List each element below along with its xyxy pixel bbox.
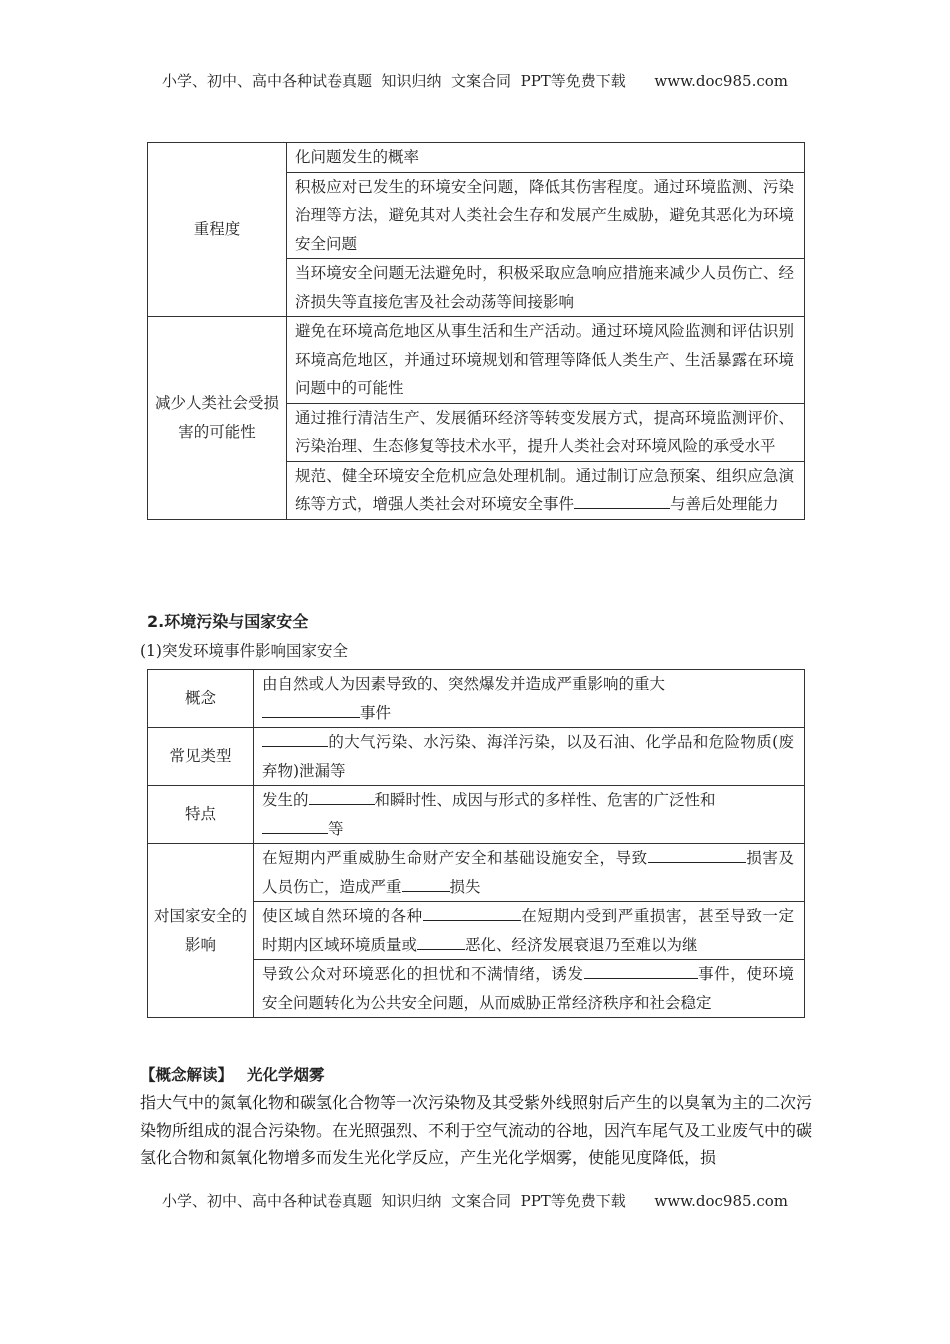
table-cell: 由自然或人为因素导致的、突然爆发并造成严重影响的重大 事件 (254, 670, 805, 728)
table-cell: 积极应对已发生的环境安全问题，降低其伤害程度。通过环境监测、污染治理等方法，避免其对人类社会生存和发展产生威胁，避免其恶化为环境安全问题 (287, 172, 805, 259)
row-label: 重程度 (148, 143, 287, 317)
row-label: 对国家安全的影响 (148, 844, 254, 1018)
table-row (148, 670, 805, 728)
row-label: 概念 (148, 670, 254, 728)
fill-blank (584, 963, 698, 979)
page-header: 小学、初中、高中各种试卷真题 知识归纳 文案合同 PPT等免费下载 www.doc985.com (161, 72, 788, 90)
table-cell: 在短期内严重威胁生命财产安全和基础设施安全，导致 损害及人员伤亡，造成严重 损失 (254, 844, 805, 902)
section-title: 2.环境污染与国家安全 (147, 612, 309, 631)
table-cell: 的大气污染、水污染、海洋污染，以及石油、化学品和危险物质(废弃物)泄漏等 (254, 728, 805, 786)
row-label: 常见类型 (148, 728, 254, 786)
table-cell: 规范、健全环境安全危机应急处理机制。通过制订应急预案、组织应急演练等方式，增强人类社会对环境安全事件 与善后处理能力 (287, 461, 805, 519)
table-cell: 避免在环境高危地区从事生活和生产活动。通过环境风险监测和评估识别环境高危地区，并通过环境规划和管理等降低人类生产、生活暴露在环境问题中的可能性 (287, 317, 805, 404)
concept-body: 指大气中的氮氧化物和碳氢化合物等一次污染物及其受紫外线照射后产生的以臭氧为主的二次污染物所组成的混合污染物。在光照强烈、不利于空气流动的谷地，因汽车尾气及工业废气中的碳氢化合物和氮氧化物增多而发生光化学反应，产生光化学烟雾，使能见度降低，损 (140, 1093, 813, 1167)
fill-blank (417, 934, 465, 950)
fill-blank (648, 847, 746, 863)
page-footer: 小学、初中、高中各种试卷真题 知识归纳 文案合同 PPT等免费下载 www.doc985.com (161, 1192, 788, 1210)
fill-blank (262, 818, 328, 834)
fill-blank (574, 493, 670, 509)
table-row (148, 143, 805, 173)
table-cell: 导致公众对环境恶化的担忧和不满情绪，诱发 事件，使环境安全问题转化为公共安全问题，从而威胁正常经济秩序和社会稳定 (254, 960, 805, 1018)
fill-blank (402, 876, 450, 892)
table-row (148, 844, 805, 902)
row-label: 减少人类社会受损害的可能性 (148, 317, 287, 520)
concept-title: 光化学烟雾 (247, 1066, 325, 1084)
concept-tag: 【概念解读】 (140, 1066, 234, 1084)
fill-blank (309, 789, 375, 805)
fill-blank (262, 702, 360, 718)
table-cell: 当环境安全问题无法避免时，积极采取应急响应措施来减少人员伤亡、经济损失等直接危害及社会动荡等间接影响 (287, 259, 805, 317)
fill-blank (262, 731, 328, 747)
row-label: 特点 (148, 786, 254, 844)
sub-title: (1)突发环境事件影响国家安全 (140, 642, 348, 660)
table-cell: 通过推行清洁生产、发展循环经济等转变发展方式，提高环境监测评价、污染治理、生态修复等技术水平，提升人类社会对环境风险的承受水平 (287, 403, 805, 461)
table-cell: 化问题发生的概率 (287, 143, 805, 173)
emergency-event-table (147, 669, 805, 1018)
table-row (148, 728, 805, 786)
concept-heading (140, 1063, 325, 1085)
table-cell: 使区域自然环境的各种 在短期内受到严重损害，甚至导致一定时期内区域环境质量或 恶化、经济发展衰退乃至难以为继 (254, 902, 805, 960)
table-row (148, 786, 805, 844)
table-row (148, 317, 805, 404)
fill-blank (423, 905, 521, 921)
table-cell: 发生的 和瞬时性、成因与形式的多样性、危害的广泛性和 等 (254, 786, 805, 844)
environment-safety-table (147, 142, 805, 520)
